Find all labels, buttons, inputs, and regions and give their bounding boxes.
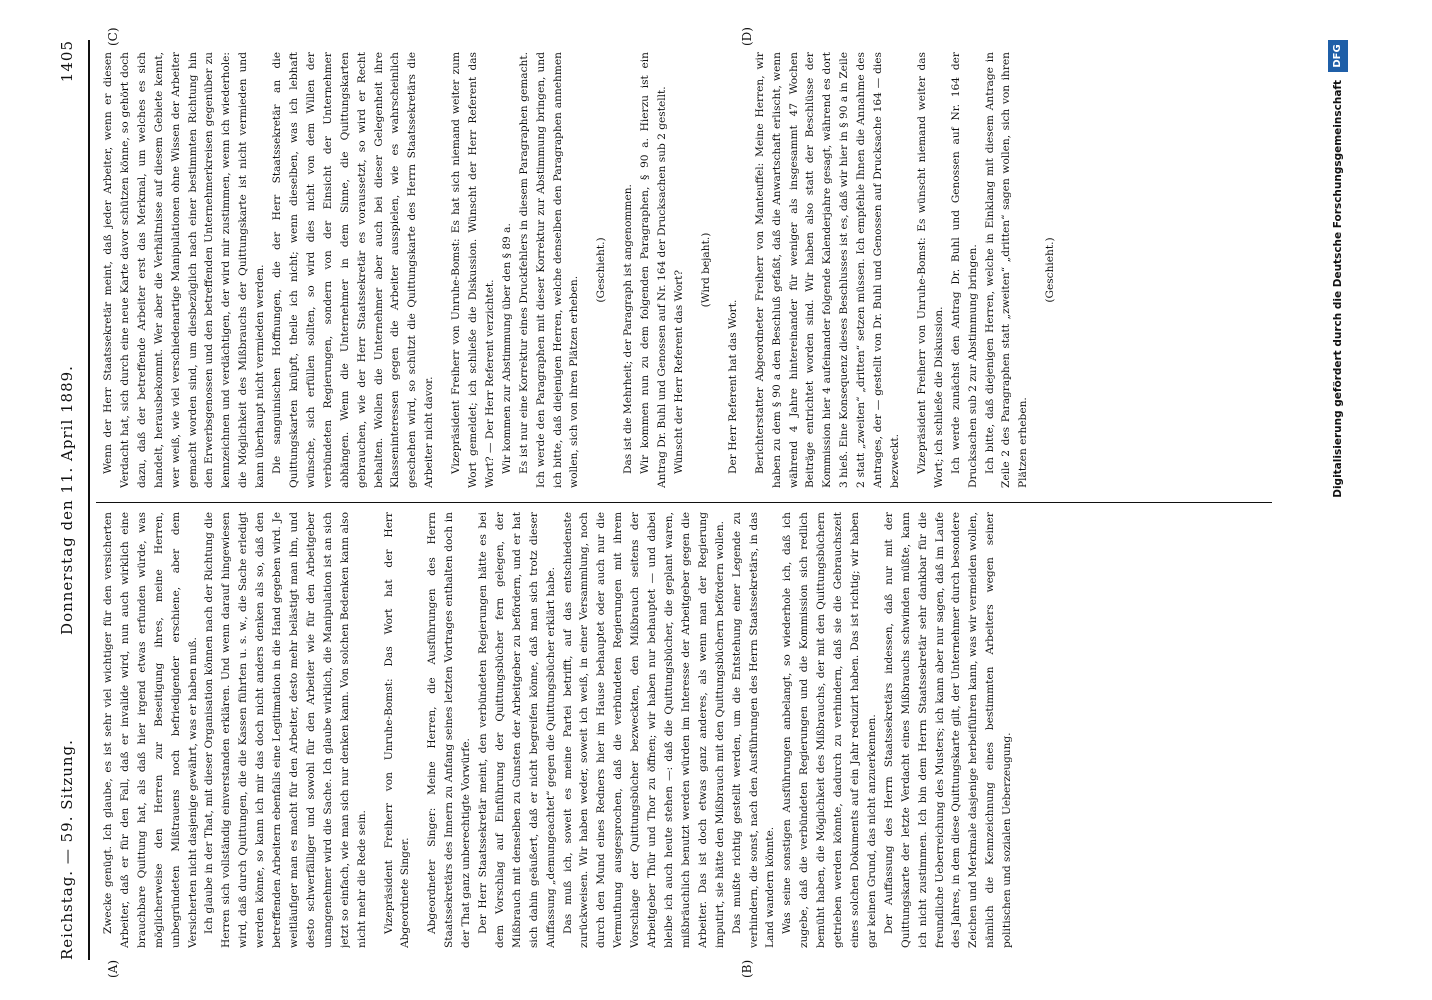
speaker-paragraph: Vizepräsident Freiherr von Unruhe-Bomst: Es hat sich niemand weiter zum Wort gemeldet; ich schließe die Diskussion. Wünscht der Herr Referent das Wort? — Der Herr Referent verzichtet. bbox=[450, 52, 496, 488]
digitization-stamp bbox=[1328, 0, 1354, 1000]
paragraph: Ich werde zunächst den Antrag Dr. Buhl und Genossen auf Nr. 164 der Drucksachen sub 2 zur Abstimmung bringen. bbox=[949, 52, 979, 488]
margin-mark-d: (D) bbox=[740, 27, 754, 46]
header-page-number: 1405 bbox=[58, 40, 76, 83]
margin-mark-c: (C) bbox=[106, 27, 120, 46]
paragraph: Wir kommen nun zu dem folgenden Paragraphen, § 90 a. Hierzu ist ein Antrag Dr. Buhl und Genossen auf Nr. 164 der Drucksachen sub 2 gestellt. bbox=[639, 52, 669, 488]
dfg-logo: DFG bbox=[1328, 40, 1348, 72]
speaker-paragraph: Abgeordneter Singer: Meine Herren, die Ausführungen des Herrn Staatssekretärs des Innern zu Anfang seines letzten Vortrages enthalten doch in der That ganz unberechtigte Vorwürfe. bbox=[426, 512, 473, 948]
paragraph: Das mußte richtig gestellt werden, um die Entstehung einer Legende zu verhindern, die sonst, nach den Ausführungen des Herrn Staatssekretärs, in das Land wandern könnte. bbox=[730, 512, 777, 948]
paragraph: Ich bitte, daß diejenigen Herren, welche in Einklang mit diesem Antrage in Zeile 2 des Paragraphen statt „zweiten“ „dritten“ sagen wollen, sich von ihren Plätzen erheben. bbox=[983, 52, 1030, 488]
stage-direction: (Geschieht.) bbox=[595, 237, 608, 303]
margin-mark-a: (A) bbox=[106, 959, 120, 978]
left-column bbox=[100, 512, 1312, 948]
paragraph: Der Herr Referent hat das Wort. bbox=[726, 299, 739, 474]
paragraph: Der Herr Staatssekretär meint, den verbündeten Regierungen hätte es bei dem Vorschlag auf Einführung der Quittungsbücher fern gelegen, der Mißbrauch mit denselben zu Gunsten der Arbeitgeber zu befördern, und er hat sich dahin geäußert, daß er nicht begreifen könne, daß man sich trotz dieser Auffassung „demungeachtet“ gegen die Quittungsbücher erklärt habe. bbox=[477, 512, 557, 948]
margin-mark-b: (B) bbox=[740, 959, 754, 978]
header-date: Donnerstag den 11. April 1889. bbox=[58, 365, 76, 635]
paragraph: Das muß ich, soweit es meine Partei betrifft, auf das entschiedenste zurückweisen. Wir haben weder, soweit ich weiß, in einer Versammlung, noch durch den Mund eines Redners hier im Hause behauptet oder auch nur die Vermuthung ausgesprochen, daß die verbündeten Regierungen mit ihrem Vorschlage der Quittungsbücher bezweckten, den Mißbrauch seitens der Arbeitgeber Thür und Thor zu öffnen; wir haben nur behauptet — und dabei bleibe ich auch heute stehen —: daß die Quittungsbücher, die geplant waren, mißbräuchlich benutzt werden würden im Interesse der Arbeitgeber gegen die Arbeiter. Das ist doch etwas ganz anderes, als wenn man der Regierung imputirt, sie hätte den Mißbrauch mit den Quittungsbüchern befördern wollen. bbox=[561, 512, 726, 948]
paragraph: Die sanguinischen Hoffnungen, die der Herr Staatssekretär an die Quittungskarten knüpft, theile ich nicht; wenn dieselben, was ich lebhaft wünsche, sich erfüllen sollten, so wird dies nicht von dem Willen der verbündeten Regierungen, sondern von der Einsicht der Unternehmer abhängen. Wenn die Unternehmer in dem Sinne, die Quittungskarten gebrauchen, wie der Herr Staatssekretär es voraussetzt, so wird er Recht behalten. Wollen die Unternehmer aber auch bei dieser Gelegenheit ihre Klasseninteressen gegen die Arbeiter ausspielen, wie es wahrscheinlich geschehen wird, so schützt die Quittungskarte des Herrn Staatssekretärs die Arbeiter nicht davor. bbox=[271, 52, 436, 488]
speaker-paragraph: Vizepräsident Freiherr von Unruhe-Bomst: Es wünscht niemand weiter das Wort; ich schließe die Diskussion. bbox=[915, 52, 945, 488]
header-rule bbox=[88, 40, 90, 960]
stage-direction: (Wird bejaht.) bbox=[699, 232, 712, 308]
speaker-paragraph: Berichterstatter Abgeordneter Freiherr von Manteuffel: Meine Herren, wir haben zu dem § 90 a den Beschluß gefaßt, daß die Anwartschaft erlischt, wenn während 4 Jahre hintereinander für weniger als insgesammt 47 Wochen Beiträge entrichtet worden sind. Wir haben also statt der Beschlüsse der Kommission hier 4 aufeinander folgende Kalenderjahre gesagt, während es dort 3 hieß. Eine Konsequenz dieses Beschlusses ist es, daß wir hier in § 90 a in Zeile 2 statt „zweiten“ „dritten“ setzen müssen. Ich empfehle Ihnen die Annahme des Antrages, der — gestellt von Dr. Buhl und Genossen auf Drucksache 164 — dies bezweckt. bbox=[753, 52, 901, 488]
speaker-paragraph: Vizepräsident Freiherr von Unruhe-Bomst: Das Wort hat der Herr Abgeordnete Singer. bbox=[382, 512, 412, 948]
header-session: Reichstag. — 59. Sitzung. bbox=[58, 739, 76, 960]
stage-direction: (Geschieht.) bbox=[1044, 237, 1057, 303]
paragraph: Wir kommen zur Abstimmung über den § 89 a. bbox=[500, 223, 513, 474]
paragraph: Es ist nur eine Korrektur eines Druckfehlers in diesem Paragraphen gemacht. Ich werde den Paragraphen mit dieser Korrektur zur Abstimmung bringen, und ich bitte, daß diejenigen Herren, welche denselben den Paragraphen annehmen wollen, sich von ihren Plätzen erheben. bbox=[517, 52, 581, 488]
paragraph: Zwecke genügt. Ich glaube, es ist sehr viel wichtiger für den versicherten Arbeiter, daß er für den Fall, daß er invalide wird, nun auch wirklich eine brauchbare Quittung hat, als daß hier irgend etwas erfunden würde, was möglicherweise den Herren zur Beseitigung ihres, meine Herren, unbegründeten Mißtrauens noch befriedigender erschiene, aber dem Versicherten nicht dasjenige gewährt, was er haben muß. bbox=[102, 512, 199, 948]
paragraph: Der Auffassung des Herrn Staatssekretärs indessen, daß nur mit der Quittungskarte der letzte Verdacht eines Mißbrauchs schwinden müßte, kann ich nicht zustimmen. Ich bin dem Herrn Staatssekretär sehr dankbar für die freundliche Ueberreichung des Musters; ich kann aber nur sagen, daß im Laufe des Jahres, in dem diese Quittungskarte gilt, der Unternehmer durch besondere Zeichen und Merkmale dasjenige herbeiführen kann, was wir vermeiden wollen, nämlich die Kennzeichnung eines bestimmten Arbeiters wegen seiner politischen und sozialen Ueberzeugung. bbox=[882, 512, 1014, 948]
running-head bbox=[58, 40, 84, 960]
paragraph: Was seine sonstigen Ausführungen anbelangt, so wiederhole ich, daß ich zugebe, daß die verbündeten Regierungen und die Kommission sich redlich bemüht haben, die Möglichkeit des Mißbrauchs, der mit den Quittungsbüchern getrieben werden könnte, dadurch zu verhindern, daß sie die Gebrauchszeit eines solchen Dokuments auf ein Jahr reduzirt haben. Das ist richtig; wir haben gar keinen Grund, das nicht anzuerkennen. bbox=[781, 512, 878, 948]
paragraph: Ich glaube in der That, mit dieser Organisation können nach der Richtung die Herren sich vollständig einverstanden erklären. Und wenn darauf hingewiesen wird, daß durch Quittungen, die die Kassen führten u. s. w., die Sache erledigt werden könne, so kann ich mir das doch nicht anders denken als so, daß den betreffenden Arbeitern ebenfalls eine Legitimation in die Hand gegeben wird. Je weitläufiger man es macht für den Arbeiter, desto mehr belästigt man ihn, und desto schwerfälliger und sowohl für den Arbeiter wie für den Arbeitgeber unangenehmer wird die Sache. Ich glaube wirklich, die Manipulation ist an sich jetzt so einfach, wie man sich nur denken kann. Von solchen Bedenken kann also nicht mehr die Rede sein. bbox=[203, 512, 368, 948]
paragraph: Das ist die Mehrheit; der Paragraph ist angenommen. bbox=[622, 184, 635, 474]
right-column bbox=[100, 52, 1312, 488]
paragraph: Wünscht der Herr Referent das Wort? bbox=[673, 269, 685, 474]
column-divider bbox=[96, 502, 1272, 503]
paragraph: Wenn der Herr Staatssekretär meint, daß jeder Arbeiter, wenn er diesen Verdacht hat, sich durch eine neue Karte davor schützen könne, so gehört doch dazu, daß der betreffende Arbeiter erst das Merkmal, um welches es sich handelt, herausbekommt. Wer aber die Verhältnisse auf diesem Gebiete kennt, wer weiß, wie viel verschiedenartige Manipulationen ohne Wissen der Arbeiter gemacht worden sind, um diesbezüglich nach einer bestimmten Richtung hin den Erwerbsgenossen und den betreffenden Unternehmerkreisen gegenüber zu kennzeichnen und verdächtigen, der wird mir zustimmen, wenn ich wiederhole: die Möglichkeit des Mißbrauchs der Quittungskarte ist nicht vermieden und kann überhaupt nicht vermieden werden. bbox=[102, 52, 267, 488]
digitization-credit: Digitalisierung gefördert durch die Deutsche Forschungsgemeinschaft bbox=[1332, 80, 1344, 498]
